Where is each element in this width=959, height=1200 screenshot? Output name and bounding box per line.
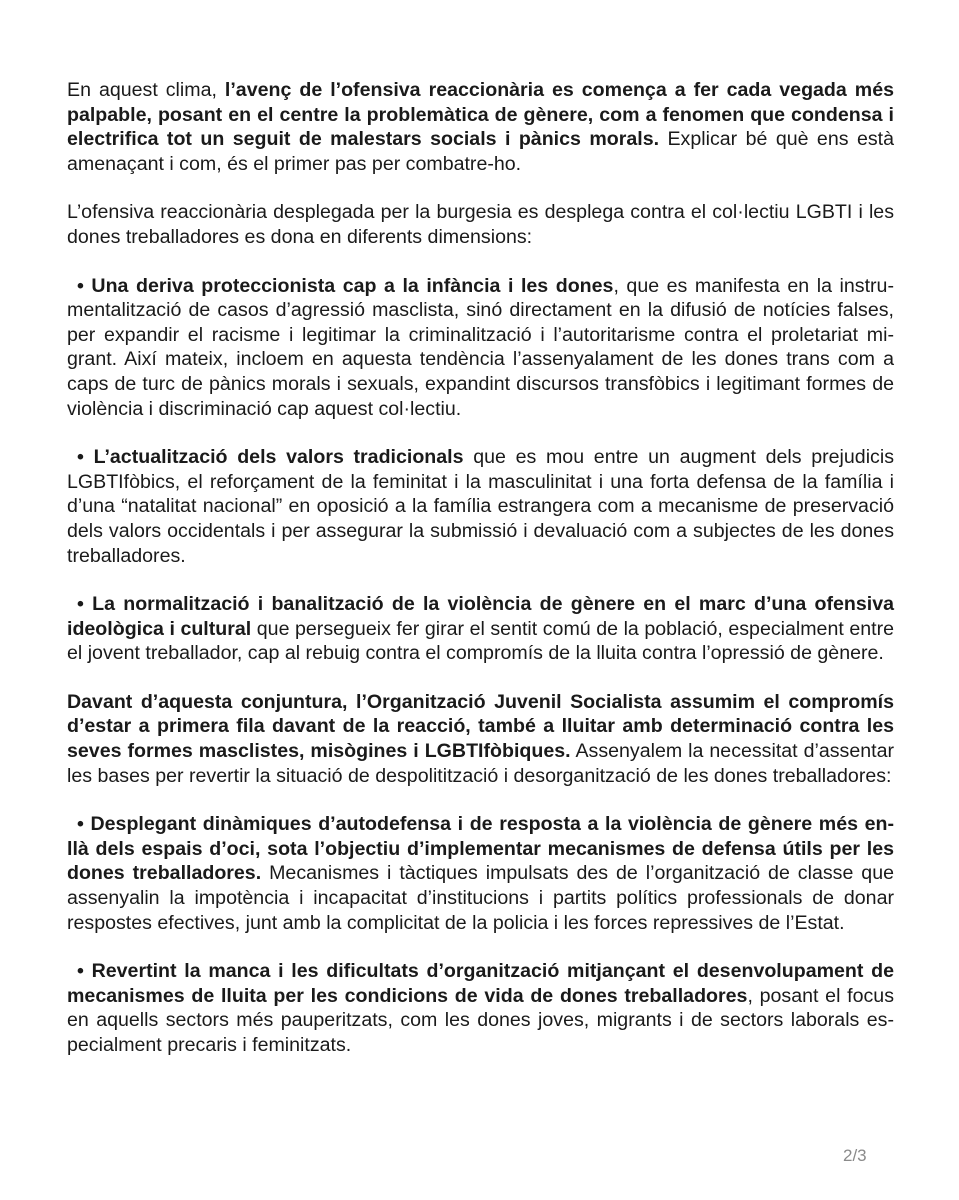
action-item-1-text: Mecanismes i tàctiques impulsats des de l’organització de classe que assenyalin la impotència i incapacitat d’institucions i partits polítics professionals de donar respostes efectives, junt amb la complicitat de la policia i les forces repressives de l’Estat.	[67, 862, 894, 934]
dimension-item-3-title: La normalització i banalització de la violència de gènere en el marc d’una ofensiva ideològica i cultural	[67, 593, 894, 640]
document-page	[67, 78, 894, 1082]
dimensions-intro: L’ofensiva reaccionària desplegada per la burgesia es desplega contra el col·lectiu LGBTI i les dones treballadores es dona en diferents dimensions:	[67, 201, 894, 248]
bullet-icon: •	[77, 274, 84, 297]
dimension-item-3	[67, 592, 894, 666]
commitment-paragraph	[67, 690, 894, 788]
bullet-icon: •	[77, 813, 84, 836]
dimension-item-1-title: Una deriva proteccionista cap a la infància i les dones	[91, 274, 614, 297]
intro-paragraph	[67, 78, 894, 176]
page-number: 2/3	[843, 1146, 867, 1165]
bullet-icon: •	[77, 593, 84, 616]
dimension-item-2-text: que es mou entre un augment dels prejudicis LGBTIfòbics, el reforçament de la feminitat i la masculinitat i una forta defensa de la família i d’una “natalitat nacional” en oposició a la família estrangera com a mecanisme de preservació dels valors occidentals i per assegurar la submissió i devaluació com a subjectes de les dones treballadores.	[67, 446, 894, 567]
commitment-bold: Davant d’aquesta conjuntura, l’Organització Juvenil Socialista assumim el compromís d’estar a primera fila davant de la reacció, també a lluitar amb determinació contra les seves formes masclistes, misògines i LGBTIfòbiques.	[67, 690, 894, 763]
action-item-2-text: , posant el focus en aquells sectors més pauperitzats, com les dones joves, migrants i de sectors laborals especialment precaris i feminitzats.	[67, 984, 894, 1056]
bullet-icon: •	[77, 960, 84, 983]
dimension-item-2	[67, 445, 894, 568]
action-item-1	[67, 812, 894, 935]
intro-tail: Explicar bé què ens està amenaçant i com, és el primer pas per combatre-ho.	[67, 128, 894, 175]
action-item-2	[67, 959, 894, 1057]
commitment-tail: Assenyalem la necessitat d’assentar les bases per revertir la situació de despolitització i desorganització de les dones treballadores:	[67, 740, 894, 787]
dimension-item-1	[67, 274, 894, 422]
action-item-2-title: Revertint la manca i les dificultats d’organització mitjançant el desenvolupament de mecanismes de lluita per les condicions de vida de dones treballadores	[67, 960, 894, 1007]
dimension-item-1-text: , que es manifesta en la instrumentalització de casos d’agressió masclista, sinó directament en la difusió de notícies falses, per expandir el racisme i legitimar la criminalització i l’autoritarisme contra el proletariat migrant. Així mateix, incloem en aquesta tendència l’assenyalament de les dones trans com a caps de turc de pànics morals i sexuals, expandint discursos transfòbics i legitimant formes de violència i discriminació cap aquest col·lectiu.	[67, 274, 894, 420]
bullet-icon: •	[77, 446, 84, 469]
intro-bold: l’avenç de l’ofensiva reaccionària es comença a fer cada vegada més palpable, posant en el centre la problemàtica de gènere, com a fenomen que condensa i electrifica tot un seguit de malestars socials i pànics morals.	[67, 79, 894, 151]
intro-lead: En aquest clima,	[67, 79, 225, 101]
dimension-item-2-title: L’actualització dels valors tradicionals	[93, 446, 464, 469]
action-item-1-title: Desplegant dinàmiques d’autodefensa i de resposta a la violència de gènere més enllà dels espais d’oci, sota l’objectiu d’implementar mecanismes de defensa útils per les dones treballadores.	[67, 813, 894, 885]
dimension-item-3-text: que persegueix fer girar el sentit comú de la població, especialment entre el jovent treballador, cap al rebuig contra el compromís de la lluita contra l’opressió de gènere.	[67, 617, 895, 665]
